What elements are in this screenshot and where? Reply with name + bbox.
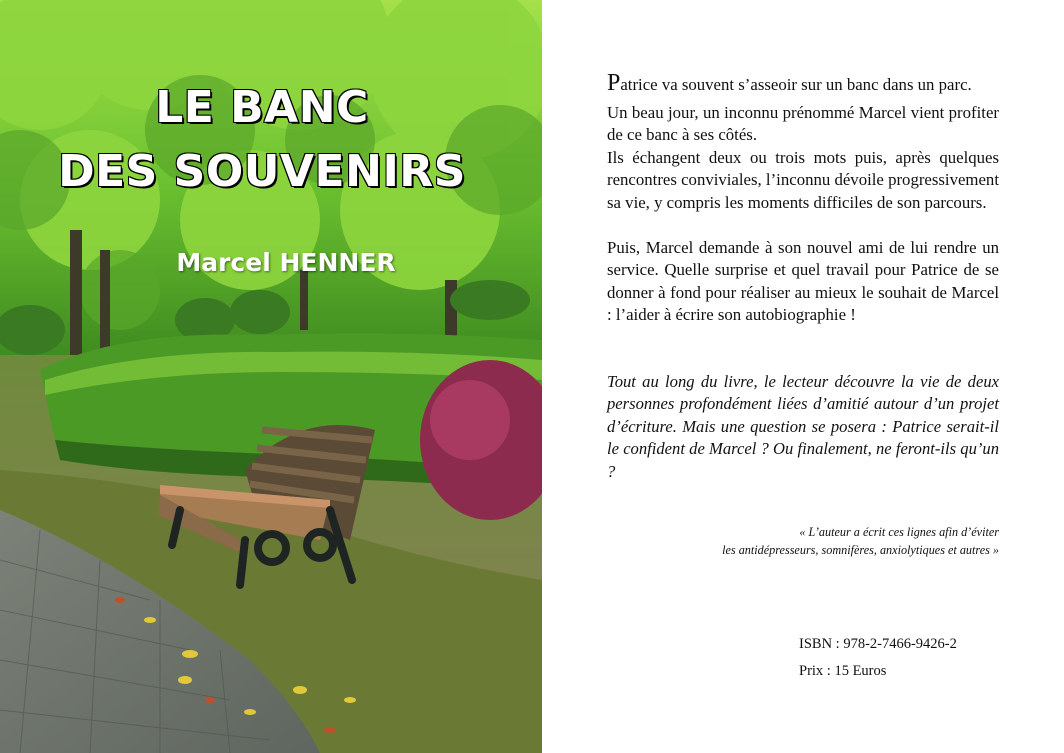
synopsis-paragraph-4: Puis, Marcel demande à son nouvel ami de lui rendre un service. Quelle surprise et quel travail pour Patrice de se donner à fond pour réaliser au mieux le souhait de Marcel : l’aider à écrire son autobiographie ! — [607, 238, 999, 325]
author-quote — [607, 523, 999, 559]
isbn: ISBN : 978-2-7466-9426-2 — [799, 636, 957, 652]
synopsis-paragraph-2: Un beau jour, un inconnu prénommé Marcel vient profiter de ce banc à ses côtés. — [607, 103, 999, 145]
synopsis-paragraph-1 — [607, 72, 999, 96]
back-cover — [542, 0, 1064, 753]
author-quote-line-2: les antidépresseurs, somnifères, anxiolytiques et autres » — [722, 543, 999, 557]
cover-title-line-2: DES SOUVENIRS — [58, 146, 466, 197]
author-quote-line-1: « L’auteur a écrit ces lignes afin d’éviter — [799, 525, 999, 539]
price: Prix : 15 Euros — [799, 663, 887, 679]
synopsis-paragraph-1-text: atrice va souvent s’asseoir sur un banc dans un parc. — [620, 75, 972, 94]
synopsis-paragraph-3: Ils échangent deux ou trois mots puis, après quelques rencontres conviviales, l’inconnu dévoile progressivement sa vie, y compris les moments difficiles de son parcours. — [607, 148, 999, 212]
book-pitch: Tout au long du livre, le lecteur découvre la vie de deux personnes profondément liées d’amitié autour d’un projet d’écriture. Mais une question se posera : Patrice serait-il le confident de Marcel ? Ou finalement, ne feront-ils qu’un ? — [607, 372, 999, 481]
cover-title-line-1: LE BANC — [155, 82, 369, 133]
drop-cap: P — [607, 70, 621, 96]
cover-author: Marcel HENNER — [176, 248, 396, 277]
